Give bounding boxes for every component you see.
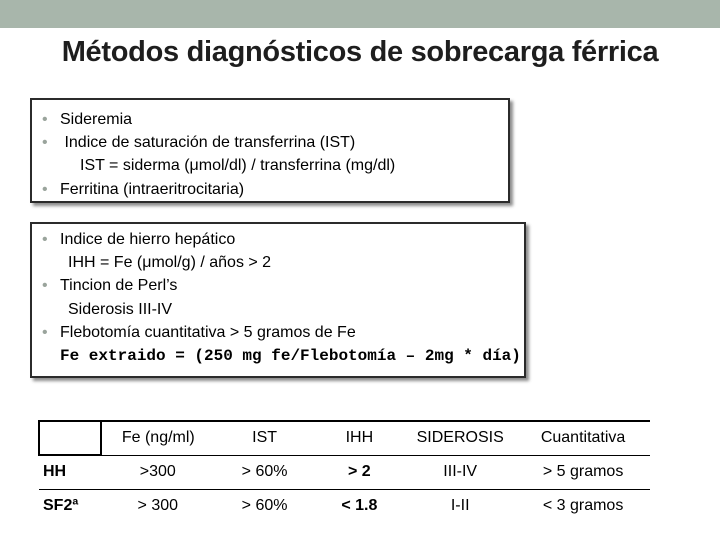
slide-title: Métodos diagnósticos de sobrecarga férrica [61,36,659,68]
formula-text: IST = siderma (μmol/dl) / transferrina (mg/dl) [80,157,396,175]
formula-text: IHH = Fe (μmol/g) / años > 2 [68,254,272,272]
formula-text-bold: Fe extraido = (250 mg fe/Flebotomía – 2mg * día) [60,347,521,366]
list-subitem [42,298,524,321]
list-item-text: Indice de saturación de transferrina (IST) [60,134,356,152]
comparison-table [38,420,650,523]
list-item-text: Tincion de Perl’s [60,277,178,295]
list-item [42,228,524,251]
list-item [42,108,508,131]
list-item [42,178,508,201]
list-item [42,321,524,344]
bullet-icon: • [42,134,48,152]
list-subitem [42,251,524,274]
table-cell: > 2 [314,455,404,489]
table-cell: > 60% [215,455,315,489]
table-cell: > 300 [101,489,215,523]
list-subitem [42,344,524,368]
bullet-icon: • [42,277,48,295]
row-label: SF2ª [39,489,101,523]
table-row [39,489,650,523]
bullet-icon: • [42,111,48,128]
table-header-cell [39,421,101,455]
table-cell: > 60% [215,489,315,523]
list-item [42,274,524,297]
table-cell: < 3 gramos [516,489,650,523]
bullet-icon: • [42,323,48,341]
methods-box-2 [30,222,526,378]
table-cell: I-II [404,489,516,523]
table-cell: III-IV [404,455,516,489]
list-item-text: Ferritina (intraeritrocitaria) [60,180,245,198]
top-banner [0,0,720,28]
table-header-cell: Fe (ng/ml) [101,421,215,455]
table-header-row [39,421,650,455]
list-item [42,131,508,154]
subitem-text: Siderosis III-IV [68,300,173,318]
table-header-cell: IST [215,421,315,455]
table-header-cell: Cuantitativa [516,421,650,455]
row-label: HH [39,455,101,489]
bullet-icon: • [42,231,48,248]
table-cell: >300 [101,455,215,489]
list-item-text: Indice de hierro hepático [60,231,236,248]
methods-box-1 [30,98,510,203]
table-cell: > 5 gramos [516,455,650,489]
table-cell: < 1.8 [314,489,404,523]
list-item-text: Sideremia [60,111,133,128]
table-row [39,455,650,489]
table-header-cell: IHH [314,421,404,455]
list-subitem [42,154,508,177]
bullet-icon: • [42,180,48,198]
table-header-cell: SIDEROSIS [404,421,516,455]
list-item-text: Flebotomía cuantitativa > 5 gramos de Fe [60,323,356,341]
